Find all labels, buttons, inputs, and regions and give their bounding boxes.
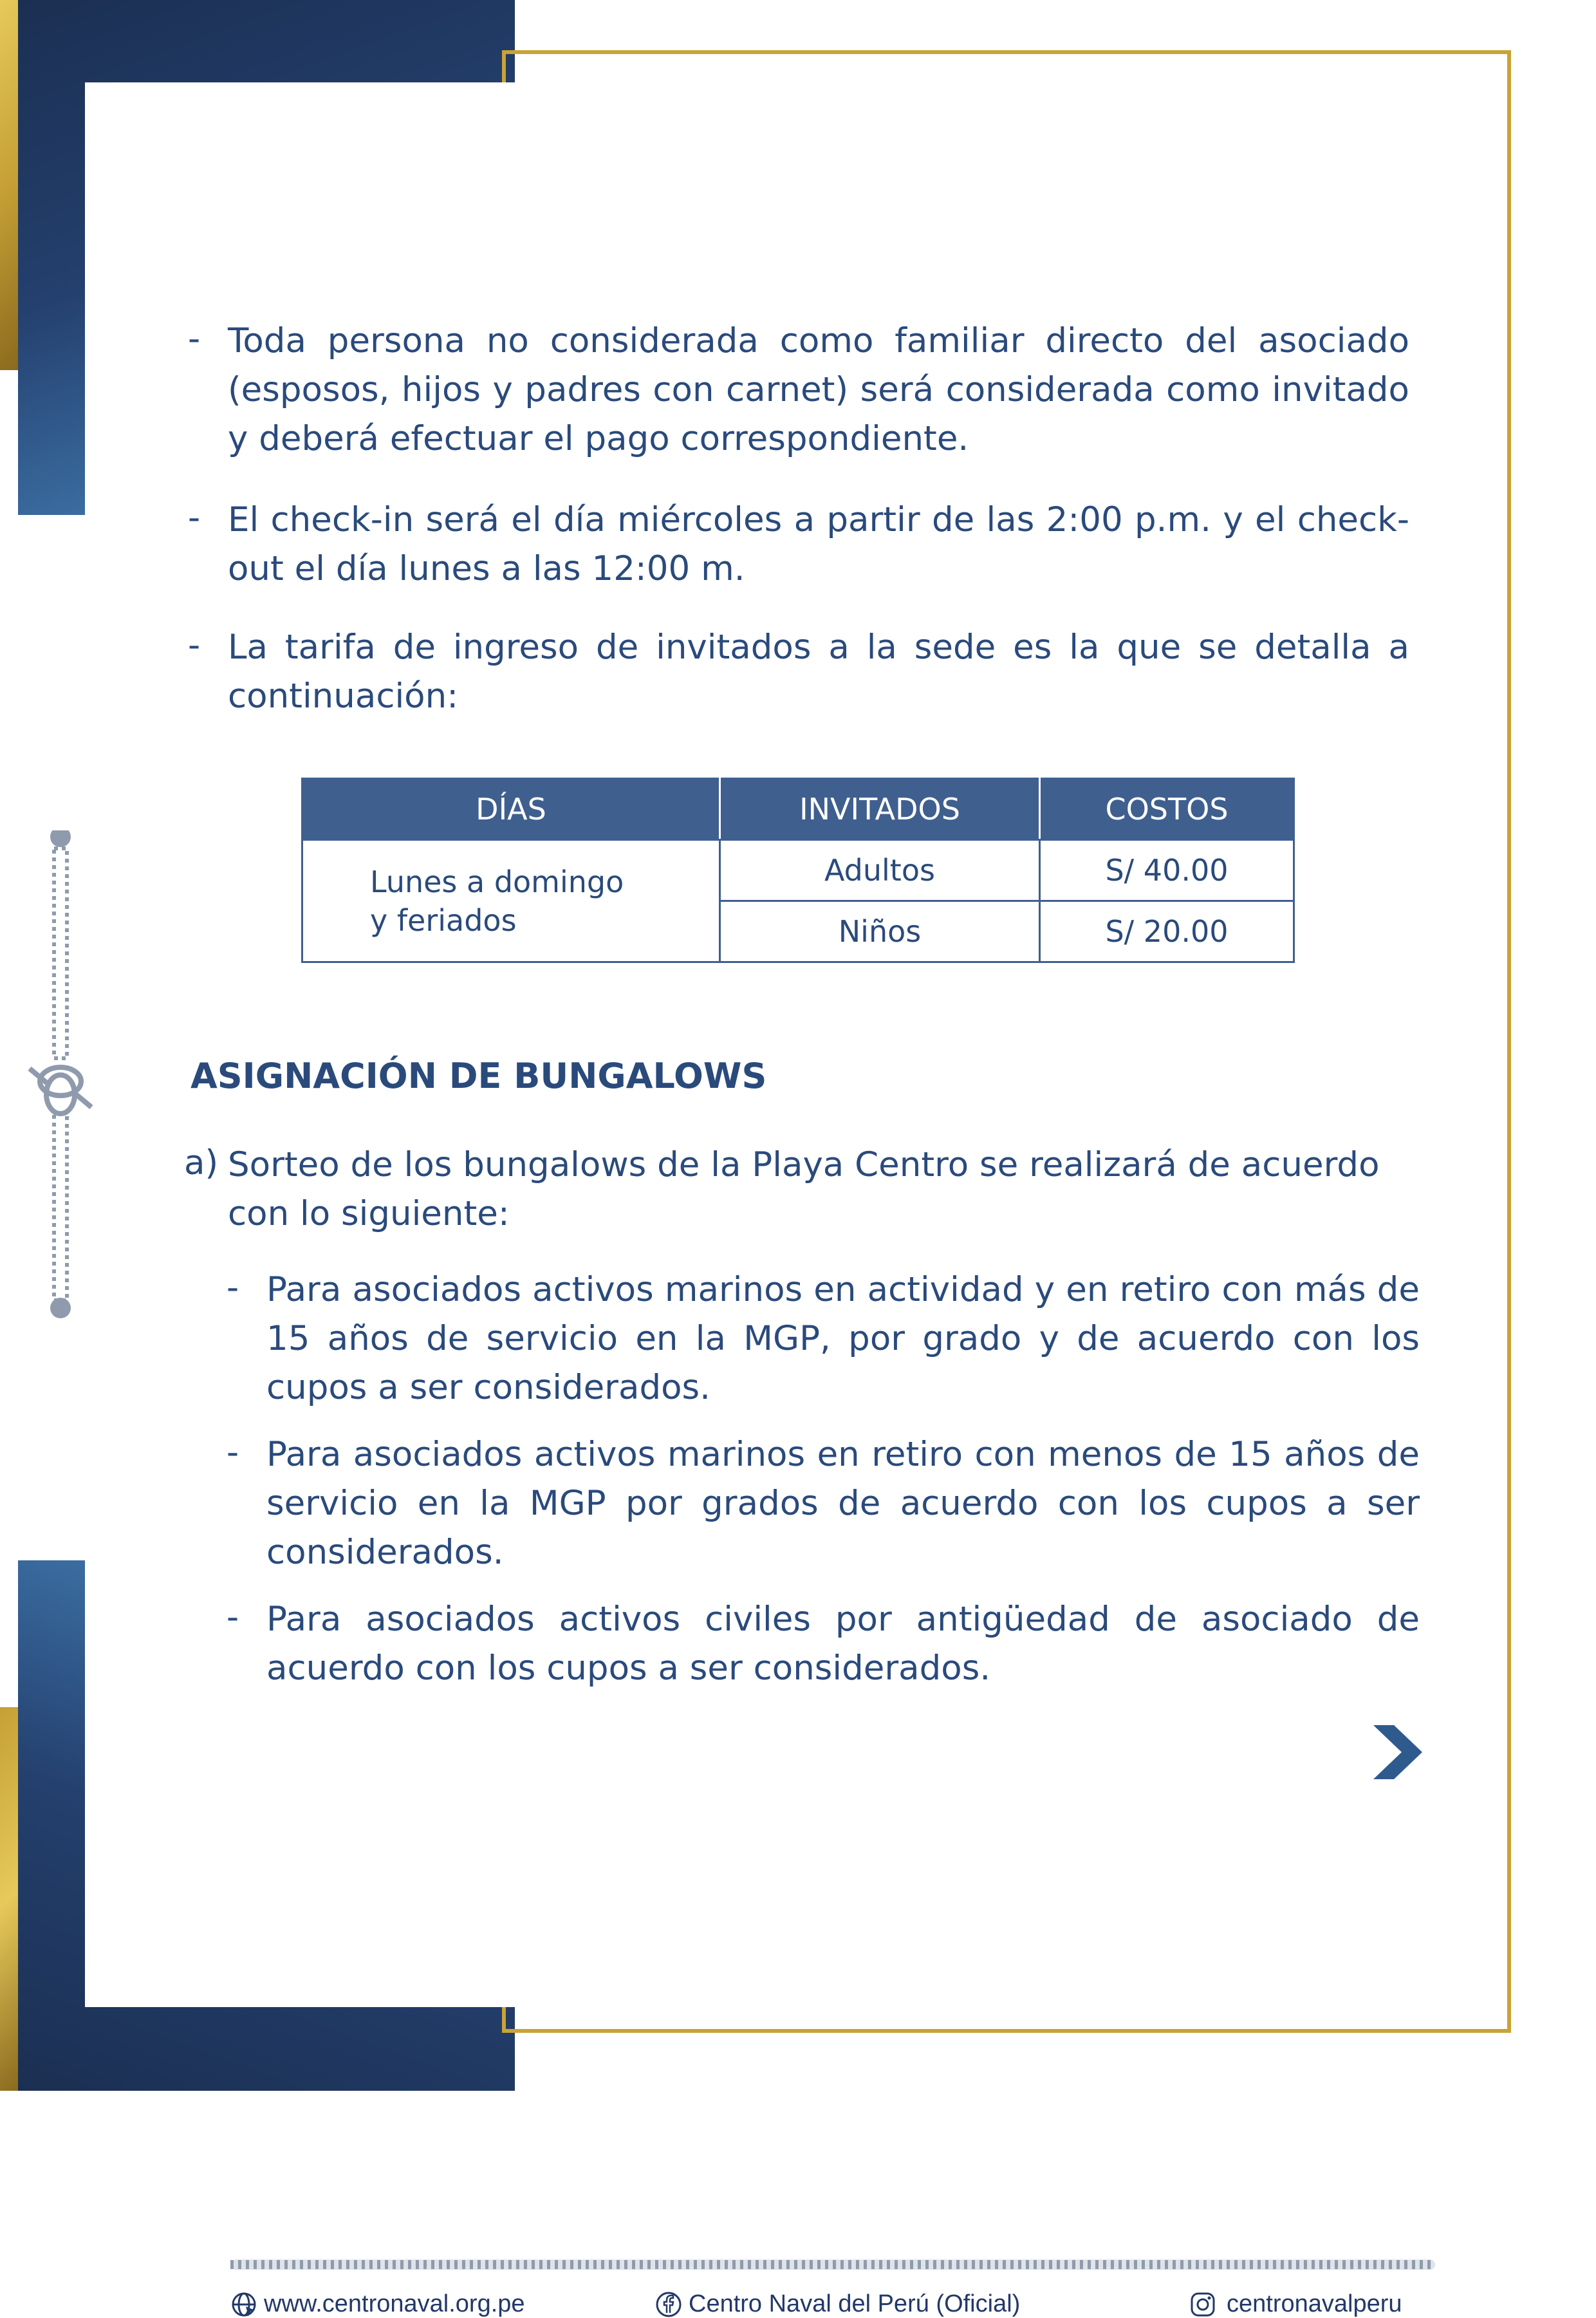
bullet-dash: - [188, 626, 201, 665]
sub-bullet-2: Para asociados activos marinos en retiro con menos de 15 años de servicio en la MGP por grados de acuerdo con los cupos a ser considerados. [266, 1435, 1420, 1572]
bullet-guests-policy: Toda persona no considerada como familiar directo del asociado (esposos, hijos y padres con carnet) será considerada como invitado y deberá efectuar el pago correspondiente. [228, 321, 1409, 458]
header-days: DÍAS [302, 779, 720, 840]
rope-knot-icon [23, 830, 107, 1320]
sub-bullet-dash: - [227, 1268, 239, 1307]
item-a-text: Sorteo de los bungalows de la Playa Centro se realizará de acuerdo con lo siguiente: [228, 1145, 1380, 1233]
guest-type-cell: Niños [720, 901, 1040, 962]
guest-type-cell: Adultos [720, 840, 1040, 901]
header-guests: INVITADOS [720, 779, 1040, 840]
table-row [302, 840, 1294, 901]
guest-rates-table [301, 778, 1295, 963]
sub-bullet-dash: - [227, 1598, 239, 1637]
table-header-row [302, 779, 1294, 840]
days-cell [302, 840, 720, 962]
instagram-icon [1189, 2291, 1216, 2318]
globe-icon [230, 2291, 257, 2318]
sub-bullet-1: Para asociados activos marinos en actividad y en retiro con más de 15 años de servicio en la MGP, por grado y de acuerdo con los cupos a ser considerados. [266, 1270, 1420, 1407]
header-costs: COSTOS [1040, 779, 1294, 840]
footer-divider [230, 2258, 1435, 2271]
bullet-dash: - [188, 498, 201, 537]
bullet-dash: - [188, 319, 201, 359]
cost-cell: S/ 20.00 [1040, 901, 1294, 962]
section-title: ASIGNACIÓN DE BUNGALOWS [190, 1056, 767, 1096]
footer-website[interactable] [230, 2290, 525, 2318]
sub-bullet-3: Para asociados activos civiles por antigüedad de asociado de acuerdo con los cupos a ser considerados. [266, 1600, 1420, 1688]
chevron-right-icon[interactable] [1369, 1725, 1425, 1779]
days-line-1: Lunes a domingo [370, 864, 624, 899]
bullet-checkin: El check-in será el día miércoles a partir de las 2:00 p.m. y el check-out el día lunes a las 12:00 m. [228, 500, 1409, 588]
facebook-icon [655, 2291, 682, 2318]
bullet-rate: La tarifa de ingreso de invitados a la sede es la que se detalla a continuación: [228, 628, 1409, 716]
days-line-2: y feriados [370, 902, 517, 938]
cost-cell: S/ 40.00 [1040, 840, 1294, 901]
instagram-link[interactable]: centronavalperu [1227, 2290, 1402, 2317]
footer-instagram[interactable] [1189, 2290, 1402, 2318]
sub-bullet-dash: - [227, 1433, 239, 1472]
facebook-link[interactable]: Centro Naval del Perú (Oficial) [689, 2290, 1021, 2317]
website-link[interactable]: www.centronaval.org.pe [264, 2290, 525, 2317]
corner-decoration-top-gold [0, 0, 18, 370]
item-label: a) [184, 1143, 219, 1182]
footer-facebook[interactable] [655, 2290, 1020, 2318]
corner-decoration-bottom-gold [0, 1707, 18, 2091]
